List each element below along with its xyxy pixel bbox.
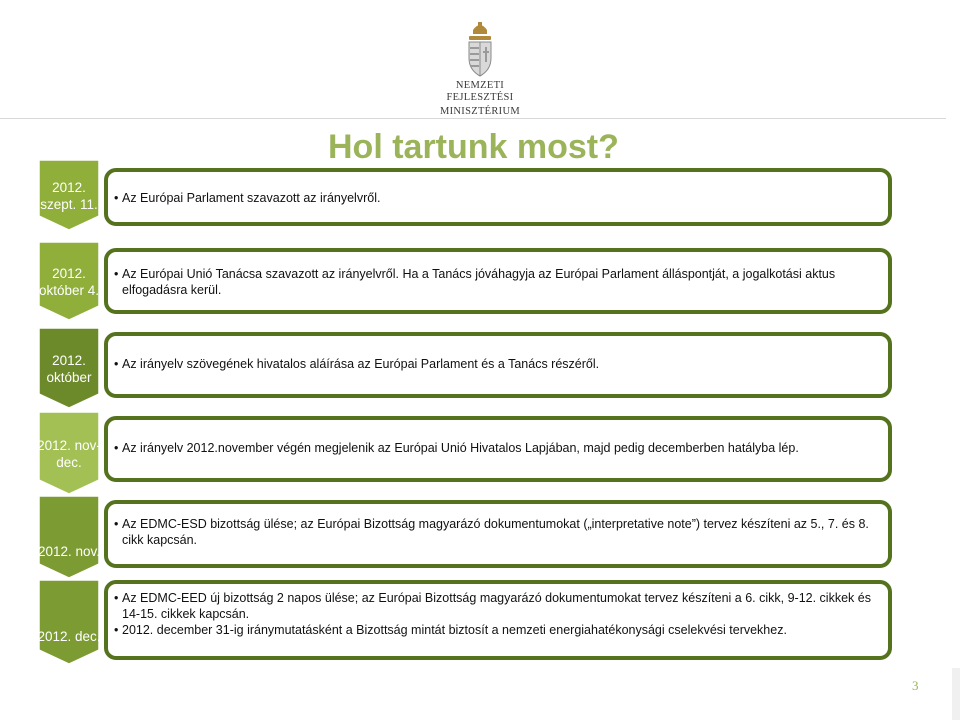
ministry-name-line2: MINISZTÉRIUM xyxy=(439,106,520,117)
timeline-date-line1: 2012. nov- xyxy=(37,438,101,453)
timeline-bullet-text: Az EDMC-ESD bizottság ülése; az Európai Bizottság magyarázó dokumentumokat („interpretative note”) tervez készíteni az 5., 7. és 8. cikk kapcsán. xyxy=(122,517,869,547)
timeline-date-label xyxy=(33,265,105,299)
timeline-date-line1: 2012. xyxy=(52,353,86,368)
header-divider xyxy=(0,118,946,119)
timeline-date-line1: 2012. xyxy=(52,180,86,195)
timeline-bullet-item xyxy=(108,622,888,638)
timeline-description-box xyxy=(104,580,892,660)
timeline-description-box xyxy=(104,500,892,568)
timeline-bullet-item xyxy=(108,440,888,456)
timeline-date-arrow xyxy=(33,328,105,408)
corner-bar xyxy=(952,668,960,720)
bullet-icon: • xyxy=(114,591,119,605)
page-number: 3 xyxy=(912,678,919,693)
timeline-date-label xyxy=(33,543,105,560)
timeline-date-arrow xyxy=(33,412,105,494)
timeline-date-line2: dec. xyxy=(56,455,82,470)
timeline-bullet-text: Az EDMC-EED új bizottság 2 napos ülése; az Európai Bizottság magyarázó dokumentumokat tervez készíteni a 6. cikk, 9-12. cikkek és 14-15. cikkek kapcsán. xyxy=(122,591,871,621)
timeline-date-arrow xyxy=(33,580,105,664)
timeline-date-arrow xyxy=(33,496,105,578)
bullet-icon: • xyxy=(114,267,119,281)
timeline-date-label xyxy=(33,179,105,213)
timeline-description-box xyxy=(104,168,892,226)
timeline-date-line2: szept. 11. xyxy=(40,197,98,212)
timeline-date-line1: 2012. nov. xyxy=(37,544,101,559)
timeline-description-box xyxy=(104,248,892,314)
ministry-name-line1: NEMZETI FEJLESZTÉSI xyxy=(446,80,514,103)
timeline-bullet-text: Az Európai Unió Tanácsa szavazott az irányelvről. Ha a Tanács jóváhagyja az Európai Parlament álláspontját, a jogalkotási aktus elfogadásra kerül. xyxy=(122,267,836,297)
bullet-icon: • xyxy=(114,517,119,531)
timeline-date-label xyxy=(33,352,105,386)
timeline-bullet-item xyxy=(108,590,888,622)
timeline-date-line2: október xyxy=(46,370,92,385)
timeline-bullet-item xyxy=(108,516,888,548)
timeline-description-box xyxy=(104,332,892,398)
timeline-date-line2: október 4. xyxy=(38,283,100,298)
timeline-date-label xyxy=(33,628,105,645)
ministry-logo xyxy=(425,22,535,118)
timeline-bullet-item xyxy=(108,356,888,372)
timeline-bullet-text: 2012. december 31-ig iránymutatásként a Bizottság mintát biztosít a nemzeti energiahatékonysági cselekvési tervekhez. xyxy=(122,623,787,637)
timeline-bullet-item xyxy=(108,266,888,298)
coat-of-arms-icon xyxy=(463,22,497,78)
timeline-date-arrow xyxy=(33,160,105,230)
timeline-bullet-item xyxy=(108,190,888,206)
timeline-date-line1: 2012. dec. xyxy=(37,629,101,644)
timeline-date-line1: 2012. xyxy=(52,266,86,281)
timeline-date-label xyxy=(33,437,105,471)
timeline-bullet-text: Az irányelv 2012.november végén megjelenik az Európai Unió Hivatalos Lapjában, majd pedig decemberben hatályba lép. xyxy=(122,441,799,455)
bullet-icon: • xyxy=(114,441,119,455)
timeline-date-arrow xyxy=(33,242,105,320)
bullet-icon: • xyxy=(114,623,119,637)
timeline-bullet-text: Az Európai Parlament szavazott az irányelvről. xyxy=(122,191,381,205)
timeline-bullet-text: Az irányelv szövegének hivatalos aláírása az Európai Parlament és a Tanács részéről. xyxy=(122,357,600,371)
bullet-icon: • xyxy=(114,191,119,205)
bullet-icon: • xyxy=(114,357,119,371)
slide-title: Hol tartunk most? xyxy=(328,128,619,166)
timeline-description-box xyxy=(104,416,892,482)
